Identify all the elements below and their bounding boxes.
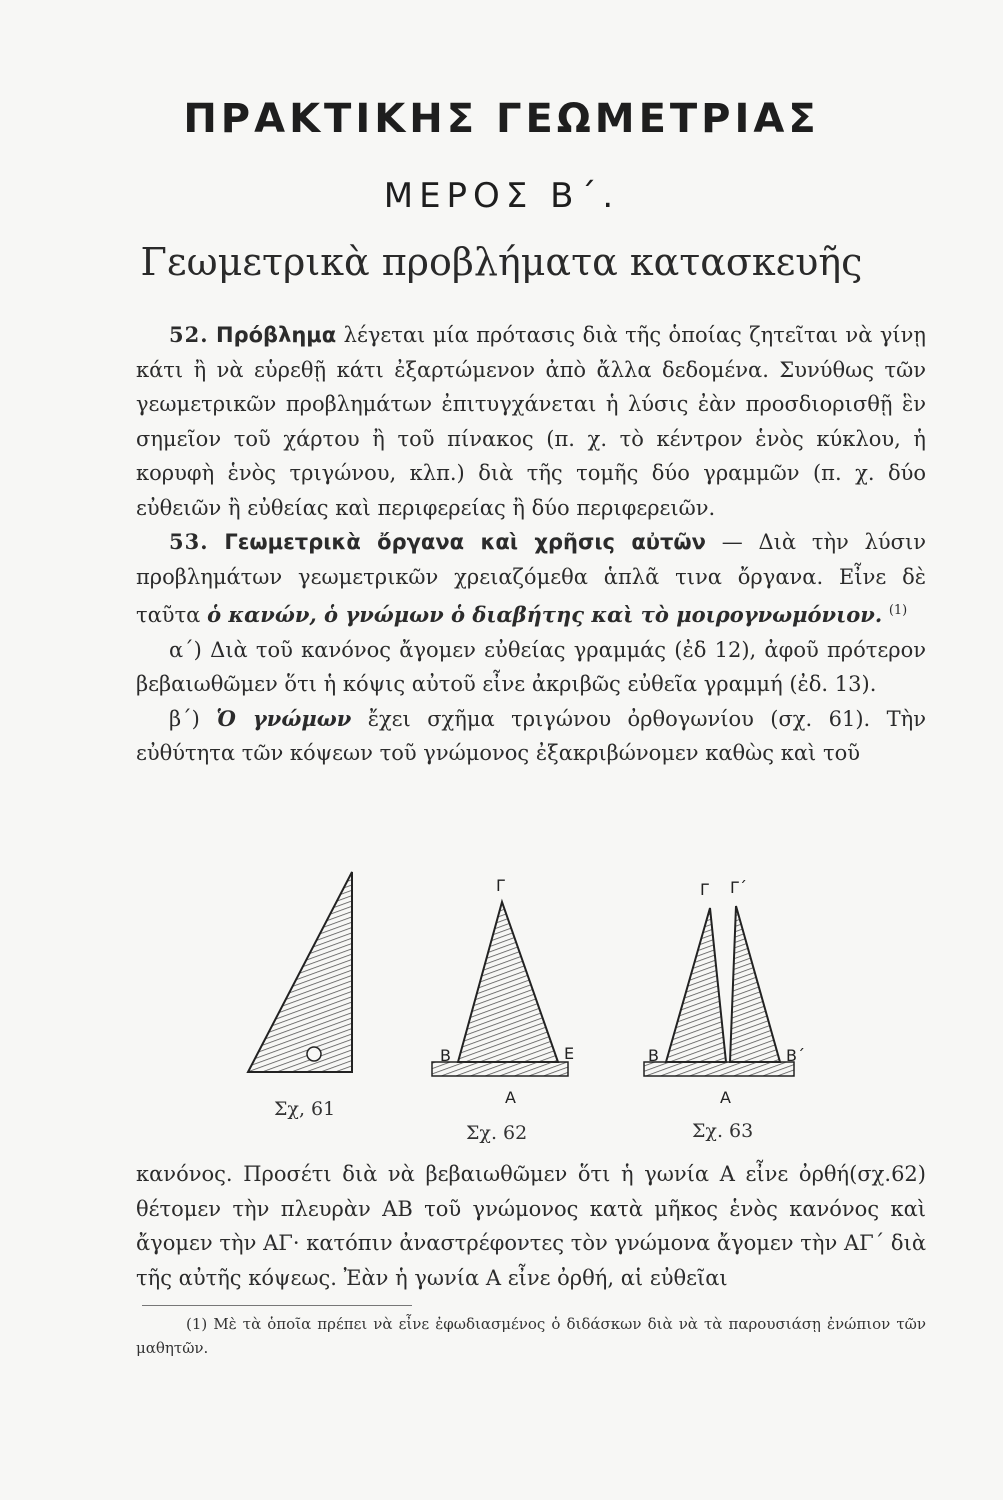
- paragraph-53: [136, 525, 926, 633]
- paragraph-52: [136, 318, 926, 525]
- fig62-label-b: Β: [440, 1046, 451, 1065]
- footnote-text: Μὲ τὰ ὁποῖα πρέπει νὰ εἶνε ἐφωδιασμένος ὁ διδάσκων διὰ νὰ τὰ παρουσιάσῃ ἐνώπιον τῶν μαθητῶν.: [136, 1315, 926, 1357]
- fig62-label-e: Ε: [564, 1044, 575, 1063]
- part-heading: ΜΕΡΟΣ Β΄.: [383, 176, 620, 216]
- paragraph-text: ἔχει σχῆμα τριγώνου ὀρθογωνίου (σχ. 61). Τὴν εὐθύτητα τῶν κόψεων τοῦ γνώμονος ἐξακριβώνομεν καθὼς καὶ τοῦ: [136, 706, 926, 765]
- section-number: 53.: [169, 529, 209, 554]
- paragraph-alpha: α΄) Διὰ τοῦ κανόνος ἄγομεν εὐθείας γραμμάς (ἐδ 12), ἀφοῦ πρότερον βεβαιωθῶμεν ὅτι ἡ κόψις αὐτοῦ εἶνε ἀκριβῶς εὐθεῖα γραμμή (ἐδ. 13).: [136, 637, 926, 696]
- section-subtitle: Γεωμετρικὰ προβλήματα κατασκευῆς: [140, 240, 863, 284]
- chapter-title: ΠΡΑΚΤΙΚΗΣ ΓΕΩΜΕΤΡΙΑΣ: [183, 96, 820, 142]
- fig62-label-g: Γ: [496, 876, 505, 895]
- footnote: [136, 1312, 926, 1360]
- text-block-bottom: [136, 1157, 926, 1295]
- instruments-list: ὁ κανών, ὁ γνώμων ὁ διαβήτης καὶ τὸ μοιρογνωμόνιον.: [207, 602, 883, 627]
- text-block-top: [136, 318, 926, 771]
- term-gnomon: Ὁ γνώμων: [216, 705, 352, 731]
- section-number: 52.: [169, 322, 209, 347]
- paragraph-continued: κανόνος. Προσέτι διὰ νὰ βεβαιωθῶμεν ὅτι ἡ γωνία Α εἶνε ὀρθή(σχ.62) θέτομεν τὴν πλευρὰν ΑΒ τοῦ γνώμονος κατὰ μῆκος ἑνὸς κανόνος καὶ ἄγομεν τὴν ΑΓ· κατόπιν ἀναστρέφοντες τὸν γνώμονα ἄγομεν τὴν ΑΓ΄ διὰ τῆς αὐτῆς κόψεως. Ἐὰν ἡ γωνία Α εἶνε ὀρθή, αἱ εὐθεῖαι: [136, 1162, 926, 1290]
- figures-area: [200, 860, 920, 1150]
- fig63-label-g: Γ: [700, 880, 709, 899]
- paragraph-beta: [136, 702, 926, 771]
- item-label: β΄): [169, 706, 200, 731]
- fig63-label-b-prime: Β΄: [786, 1046, 805, 1065]
- footnote-mark: (1): [186, 1315, 208, 1333]
- caption-fig-61: Σχ, 61: [274, 1098, 336, 1120]
- figure-63-reversed-square: [644, 906, 794, 1076]
- caption-fig-62: Σχ. 62: [466, 1122, 528, 1144]
- section-heading: Γεωμετρικὰ ὄργανα καὶ χρῆσις αὐτῶν: [224, 530, 706, 554]
- paragraph-text: — Διὰ τὴν λύσιν προβλημάτων γεωμετρικῶν χρειαζόμεθα ἁπλᾶ τινα ὄργανα. Εἶνε δὲ ταῦτα: [136, 530, 926, 627]
- caption-fig-63: Σχ. 63: [692, 1120, 754, 1142]
- figure-61-set-square: [248, 872, 352, 1072]
- paragraph-text: λέγεται μία πρότασις διὰ τῆς ὁποίας ζητεῖται νὰ γίνῃ κάτι ἢ νὰ εὑρεθῇ κάτι ἐξαρτώμενον ἀπὸ ἄλλα δεδομένα. Συνύθως τῶν γεωμετρικῶν προβλημάτων ἐπιτυγχάνεται ἡ λύσις ἐὰν προσδιορισθῇ ἓν σημεῖον τοῦ χάρτου ἢ τοῦ πίνακος (π. χ. τὸ κέντρον ἑνὸς κύκλου, ἡ κορυφὴ ἑνὸς τριγώνου, κλπ.) διὰ τῆς τομῆς δύο γραμμῶν (π. χ. δύο εὐθειῶν ἢ εὐθείας καὶ περιφερείας ἢ δύο περιφερειῶν.: [136, 323, 926, 520]
- fig63-label-a: Α: [720, 1088, 731, 1107]
- footnote-divider: [142, 1305, 412, 1306]
- footnote-ref: (1): [888, 603, 908, 618]
- fig62-label-a: Α: [505, 1088, 516, 1107]
- fig63-label-g-prime: Γ΄: [730, 878, 747, 897]
- fig63-label-b: Β: [648, 1046, 659, 1065]
- section-term: Πρόβλημα: [216, 323, 337, 347]
- figure-62-square-on-ruler: [432, 902, 568, 1076]
